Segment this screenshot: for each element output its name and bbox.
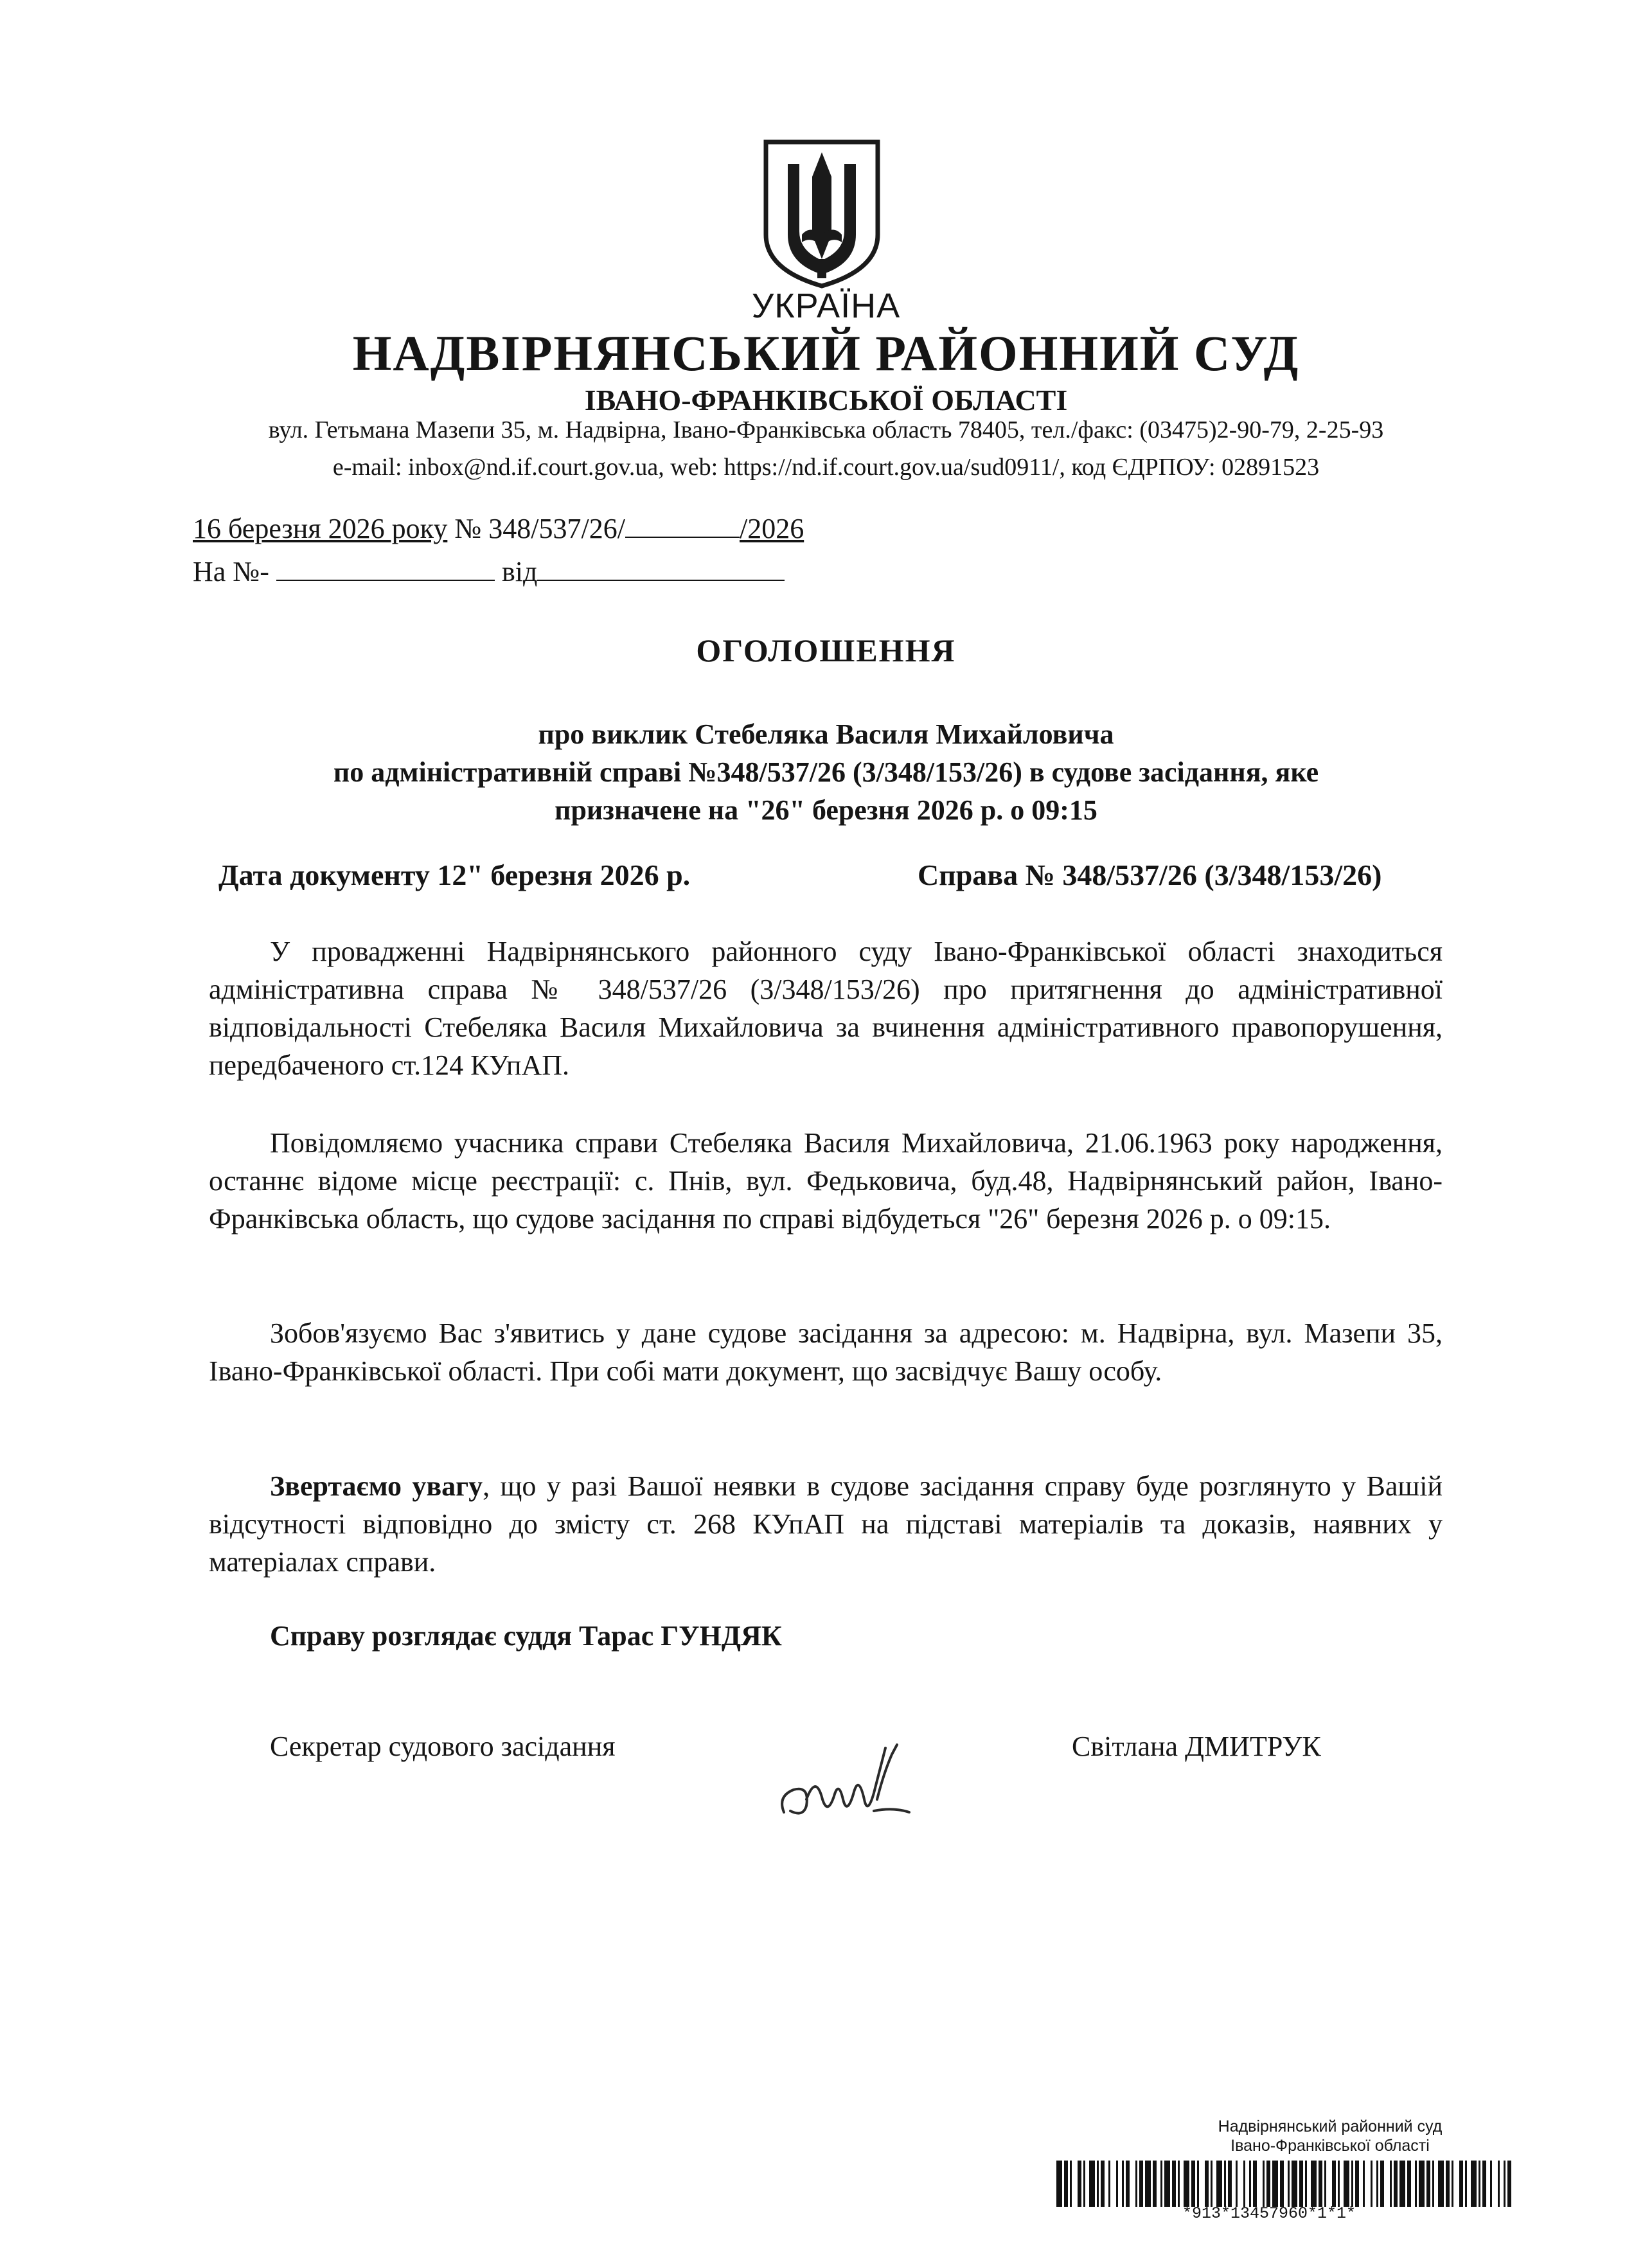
reply-to-label: На №-: [193, 556, 269, 587]
registration-number-prefix: № 348/537/26/: [454, 513, 625, 544]
reply-to-blank: [276, 557, 495, 581]
registration-date: 16 березня 2026 року: [193, 513, 448, 544]
court-name: НАДВІРНЯНСЬКИЙ РАЙОННИЙ СУД: [352, 325, 1300, 381]
stamp-region: Івано-Франківської області: [1230, 2137, 1430, 2155]
reply-line: [193, 555, 785, 588]
stamp-court-name: Надвірнянський районний суд: [1218, 2117, 1443, 2135]
country-name: УКРАЇНА: [751, 287, 901, 325]
judge-line: Справу розглядає суддя Тарас ГУНДЯК: [270, 1620, 782, 1652]
signature-image: [771, 1735, 919, 1825]
court-region: ІВАНО-ФРАНКІВСЬКОЇ ОБЛАСТІ: [584, 384, 1068, 416]
coat-of-arms-icon: [762, 138, 882, 290]
document-subtitle: [0, 715, 1652, 829]
barcode-image: [1054, 2161, 1516, 2207]
body-paragraph: У провадженні Надвірнянського районного суду Івано-Франківської області знаходиться адміністративна справа № 348/537/26 (3/348/153/26) про притягнення до адміністративної відповідальності Стебеляка Василя Михайловича за вчинення адміністративного правопорушення, передбаченого ст.124 КУпАП.: [209, 936, 1443, 1081]
body-paragraph: Повідомляємо учасника справи Стебеляка Василя Михайловича, 21.06.1963 року народження, останнє відоме місце реєстрації: с. Пнів, вул. Федьковича, буд.48, Надвірнянський район, Івано-Франківська область, що судове засідання по справі відбудеться "26" березня 2026 р. о 09:15.: [209, 1127, 1443, 1235]
document-title: ОГОЛОШЕННЯ: [696, 632, 956, 668]
registration-number-blank: [625, 513, 740, 538]
registration-line: [193, 512, 804, 545]
from-blank: [537, 557, 785, 581]
body-paragraph: [209, 1467, 1443, 1581]
document-date: Дата документу 12" березня 2026 р.: [218, 859, 691, 891]
barcode-code: *913*13457960*1*1*: [1182, 2204, 1356, 2223]
court-contacts: e-mail: inbox@nd.if.court.gov.ua, web: https://nd.if.court.gov.ua/sud0911/, код ЄДРПОУ: 02891523: [332, 454, 1320, 481]
signer-role: Секретар судового засідання: [270, 1731, 616, 1762]
case-number: Справа № 348/537/26 (3/348/153/26): [918, 859, 1382, 891]
signer-name: Світлана ДМИТРУК: [1072, 1731, 1321, 1762]
from-label: від: [501, 556, 538, 587]
attention-label: Звертаємо увагу: [270, 1470, 483, 1502]
subtitle-line: про виклик Стебеляка Василя Михайловича: [538, 718, 1114, 750]
attention-text: , що у разі Вашої неявки в судове засідання справу буде розглянуто у Вашій відсутності відповідно до змісту ст. 268 КУпАП на підставі матеріалів та доказів, наявних у матеріалах справи.: [209, 1470, 1443, 1578]
registration-number-suffix: /2026: [739, 513, 804, 544]
subtitle-line: по адміністративній справі №348/537/26 (3/348/153/26) в судове засідання, яке: [333, 756, 1319, 788]
subtitle-line: призначене на "26" березня 2026 р. о 09:15: [555, 794, 1097, 826]
body-paragraph: Зобов'язуємо Вас з'явитись у дане судове засідання за адресою: м. Надвірна, вул. Мазепи 35, Івано-Франківської області. При собі мати документ, що засвідчує Вашу особу.: [209, 1317, 1443, 1387]
court-address: вул. Гетьмана Мазепи 35, м. Надвірна, Івано-Франківська область 78405, тел./факс: (03475)2-90-79, 2-25-93: [268, 416, 1384, 443]
